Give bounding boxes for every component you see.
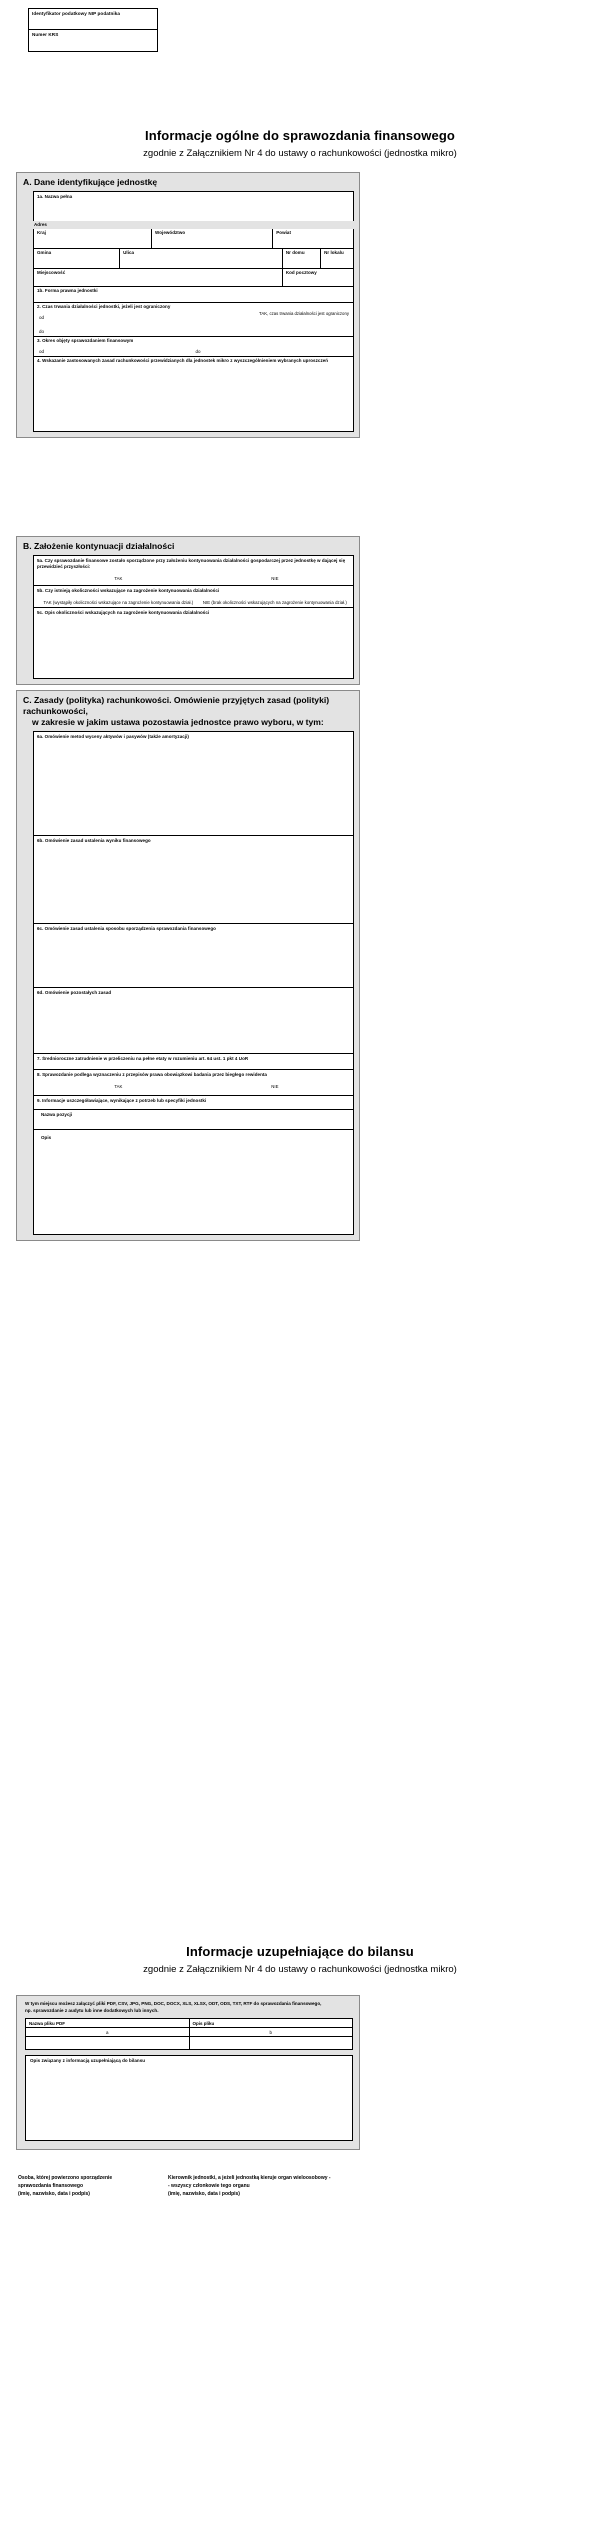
section-a-heading: A. Dane identyfikujące jednostkę: [23, 177, 158, 187]
field-audit-required[interactable]: [34, 1070, 353, 1096]
preparer-line2: sprawozdania finansowego: [18, 2182, 84, 2189]
field-average-employment[interactable]: [34, 1054, 353, 1070]
threat-no-option[interactable]: NIE (brak okoliczności wskazujących na zagrożenie kontynuowania dział.): [202, 599, 347, 605]
field-house-number[interactable]: [283, 249, 321, 268]
period-to-label: do: [195, 349, 201, 355]
attachments-intro-line2: np. sprawozdanie z audytu lub inne dodatkowych lub innych.: [25, 2007, 159, 2013]
address-label: Adres: [31, 221, 356, 230]
page-title: Informacje ogólne do sprawozdania finansowego: [145, 128, 455, 143]
preparer-line3: (imię, nazwisko, data i podpis): [18, 2190, 90, 2197]
duration-to-label: do: [39, 329, 45, 335]
nip-field[interactable]: [29, 9, 157, 30]
field-other-rules[interactable]: [34, 988, 353, 1054]
table-header-row: [26, 2019, 353, 2028]
section-c-heading-line2: w zakresie w jakim ustawa pozostawia jednostce prawo wyboru, w tym:: [32, 717, 324, 727]
field-country[interactable]: [34, 229, 152, 248]
position-name-label: Nazwa pozycji: [41, 1111, 73, 1117]
field-detail-info-header: [34, 1096, 353, 1110]
field-county[interactable]: [273, 229, 353, 248]
full-name-label: 1a. Nazwa pełna: [37, 193, 73, 199]
going-concern-yes-option[interactable]: TAK: [114, 575, 123, 581]
page-subtitle: zgodnie z Załącznikiem Nr 4 do ustawy o rachunkowości (jednostka mikro): [143, 148, 457, 159]
cell-filename[interactable]: [26, 2037, 190, 2050]
col-index-b: b: [189, 2028, 353, 2037]
field-commune[interactable]: [34, 249, 120, 268]
field-position-name[interactable]: [34, 1110, 353, 1130]
field-city[interactable]: [34, 269, 283, 286]
reporting-period-label: 3. Okres objęty sprawozdaniem finansowym: [37, 338, 134, 343]
section-a-body: [33, 191, 354, 432]
section-a: [16, 172, 360, 438]
section-b: [16, 536, 360, 685]
page2-title: Informacje uzupełniające do bilansu: [186, 1944, 414, 1959]
manager-line2: - wszyscy członkowie tego organu: [168, 2182, 250, 2189]
address-row-2: [34, 249, 353, 269]
field-position-description[interactable]: [34, 1130, 353, 1234]
other-rules-label: 6d. Omówienie pozostałych zasad: [37, 989, 112, 995]
field-duration[interactable]: [34, 303, 353, 337]
field-voivodeship[interactable]: [152, 229, 273, 248]
average-employment-label: 7. Średnioroczne zatrudnienie w przeliczeniu na pełne etaty w rozumieniu art. 64 ust. 1 pkt 4 UoR: [37, 1055, 249, 1061]
nip-label: Identyfikator podatkowy NIP podatnika: [32, 11, 121, 16]
section-c-heading-line1: C. Zasady (polityka) rachunkowości. Omówienie przyjętych zasad (polityki) rachunkowości,: [23, 695, 330, 716]
manager-signature-block: [168, 2175, 368, 2198]
commune-label: Gmina: [37, 250, 52, 255]
detail-info-label: 9. Informacje uszczegóławiające, wynikające z potrzeb lub specyfiki jednostki: [37, 1097, 207, 1103]
section-c-heading: [17, 691, 359, 731]
field-valuation-methods[interactable]: [34, 732, 353, 836]
flat-number-label: Nr lokalu: [324, 250, 344, 255]
address-group-header: [34, 221, 353, 229]
field-balance-notes[interactable]: [25, 2055, 353, 2141]
audit-yes-option[interactable]: TAK: [114, 1083, 123, 1089]
voivodeship-label: Województwo: [155, 230, 186, 235]
going-concern-no-option[interactable]: NIE: [271, 575, 279, 581]
threat-exists-label: 5b. Czy istnieją okoliczności wskazujące na zagrożenie kontynuowania działalności: [37, 587, 220, 593]
taxpayer-identifier-box: [28, 8, 158, 52]
field-going-concern[interactable]: [34, 556, 353, 586]
field-street[interactable]: [120, 249, 283, 268]
field-postcode[interactable]: [283, 269, 353, 286]
manager-line3: (imię, nazwisko, data i podpis): [168, 2190, 240, 2197]
section-b-heading: B. Założenie kontynuacji działalności: [23, 541, 175, 551]
field-threat-exists[interactable]: [34, 586, 353, 608]
section-c-body: [33, 731, 354, 1235]
field-full-name[interactable]: [34, 192, 353, 222]
audit-no-option[interactable]: NIE: [271, 1083, 279, 1089]
attachments-section: [16, 1995, 360, 2150]
page2-subtitle: zgodnie z Załącznikiem Nr 4 do ustawy o rachunkowości (jednostka mikro): [143, 1964, 457, 1975]
col-filetype: Opis pliku: [189, 2019, 353, 2028]
col-index-a: a: [26, 2028, 190, 2037]
address-row-1: [34, 229, 353, 249]
field-legal-form[interactable]: [34, 287, 353, 303]
attachments-table-wrap: [25, 2018, 353, 2050]
field-preparation-rules[interactable]: [34, 924, 353, 988]
accounting-principles-label: 4. Wskazanie zastosowanych zasad rachunkowości przewidzianych dla jednostek mikro z wyszczególnieniem wybranych uproszczeń: [37, 358, 329, 363]
audit-required-label: 8. Sprawozdanie podlega wyznaczeniu z przepisów prawa obowiązkowi badania przez biegłego rewidenta: [37, 1071, 267, 1077]
duration-note: TAK, czas trwania działalności jest ograniczony: [259, 310, 349, 316]
krs-field[interactable]: [29, 30, 157, 51]
threat-description-label: 5c. Opis okoliczności wskazujących na zagrożenie kontynuowania działalności: [37, 609, 210, 615]
postcode-label: Kod pocztowy: [285, 270, 317, 275]
section-c: [16, 690, 360, 1241]
table-index-row: [26, 2028, 353, 2037]
field-reporting-period[interactable]: [34, 337, 353, 357]
preparation-rules-label: 6c. Omówienie zasad ustalenia sposobu sporządzenia sprawozdania finansowego: [37, 925, 216, 931]
valuation-methods-label: 6a. Omówienie metod wyceny aktywów i pasywów (także amortyzacji): [37, 733, 189, 739]
position-description-label: Opis: [41, 1134, 52, 1140]
house-number-label: Nr domu: [285, 250, 305, 255]
preparer-signature-block: [18, 2175, 158, 2198]
period-from-label: od: [39, 349, 45, 355]
balance-notes-label: Opis związany z informacją uzupełniającą do bilansu: [30, 2058, 146, 2064]
preparer-line1: Osoba, której powierzono sporządzenie: [18, 2175, 113, 2181]
county-label: Powiat: [276, 230, 292, 235]
field-threat-description[interactable]: [34, 608, 353, 678]
manager-line1: Kierownik jednostki, a jeżeli jednostką kieruje organ wieloosobowy -: [168, 2175, 331, 2181]
legal-form-label: 1b. Forma prawna jednostki: [37, 288, 98, 293]
street-label: Ulica: [123, 250, 135, 255]
col-filename: Nazwa pliku PDF: [26, 2019, 190, 2028]
address-row-3: [34, 269, 353, 287]
threat-yes-option[interactable]: TAK (wystąpiły okoliczności wskazujące na zagrożenie kontynuowania dział.): [43, 599, 194, 605]
table-row[interactable]: [26, 2037, 353, 2050]
field-flat-number[interactable]: [321, 249, 353, 268]
attachments-intro-line1: W tym miejscu możesz załączyć pliki PDF, CSV, JPG, PNG, DOC, DOCX, XLS, XLSX, ODT, ODS, TXT, RTF do sprawozdania finansowego,: [25, 2001, 322, 2006]
country-label: Kraj: [37, 230, 46, 235]
section-b-body: [33, 555, 354, 679]
duration-from-label: od: [39, 315, 45, 321]
attachments-table: [25, 2018, 353, 2050]
attachments-intro: [17, 1996, 359, 2018]
result-rules-label: 6b. Omówienie zasad ustalenia wyniku finansowego: [37, 837, 151, 843]
city-label: Miejscowość: [37, 270, 66, 275]
cell-filetype[interactable]: [189, 2037, 353, 2050]
field-result-rules[interactable]: [34, 836, 353, 924]
duration-label: 2. Czas trwania działalności jednostki, jeżeli jest ograniczony: [37, 304, 171, 309]
field-accounting-principles[interactable]: [34, 357, 353, 431]
krs-label: Numer KRS: [32, 32, 59, 37]
going-concern-label: 5a. Czy sprawozdanie finansowe zostało sporządzone przy założeniu kontynuowania działalności gospodarczej przez jednostkę w dającej się przewidzieć przyszłości:: [37, 557, 346, 569]
